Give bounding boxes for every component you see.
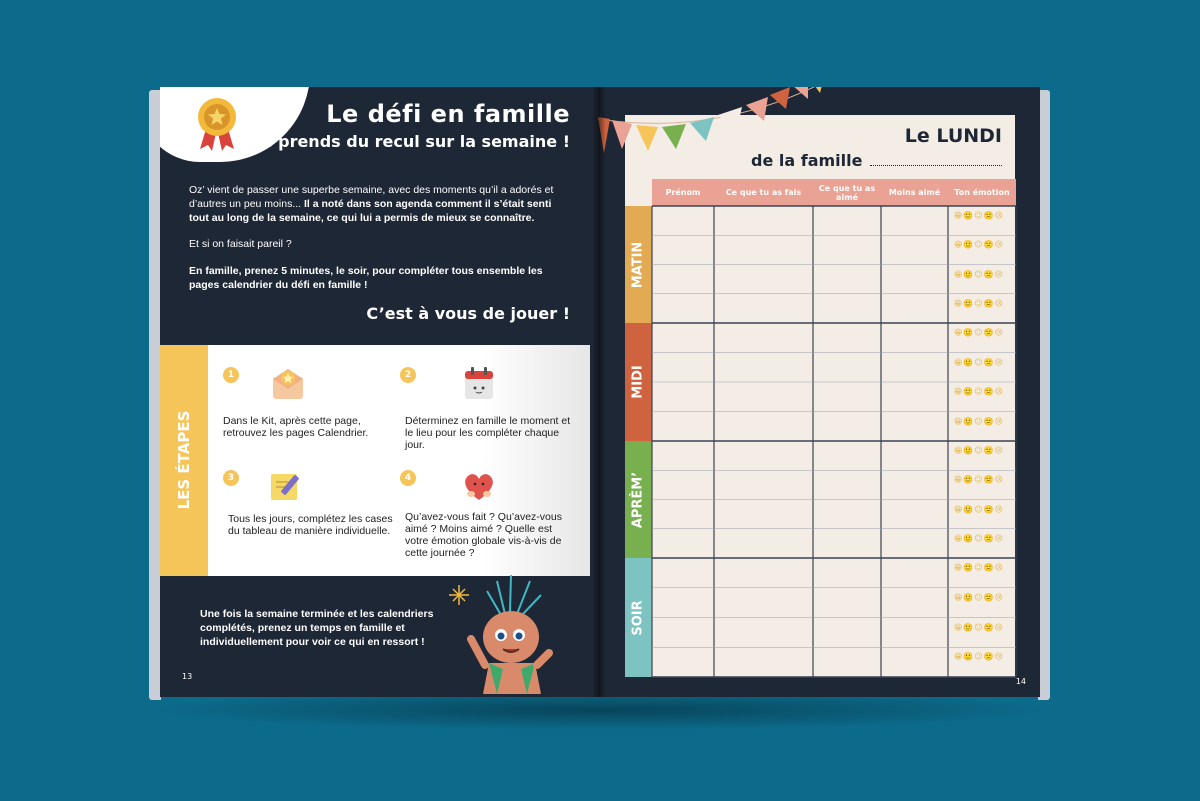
note-pencil-icon [267, 468, 303, 504]
day-title-prefix: Le [904, 125, 937, 147]
column-header: Ce que tu as aimé [818, 183, 876, 202]
period-label: MATIN [630, 241, 646, 288]
steps-label: LES ÉTAPES [175, 410, 193, 510]
question-paragraph: Et si on faisait pareil ? [189, 238, 292, 250]
emotion-scale[interactable]: 😁🙂😐🙁😢 [954, 357, 1004, 367]
step-text: Tous les jours, complétez les cases du tableau de manière individuelle. [228, 513, 393, 537]
instruction-paragraph: En famille, prenez 5 minutes, le soir, pour compléter tous ensemble les pages calendrier du défi en famille ! [189, 265, 543, 291]
column-header: Moins aimé [888, 188, 941, 197]
page-title: Le défi en famille [326, 100, 570, 128]
step-number: 1 [223, 367, 239, 383]
envelope-star-icon [270, 365, 306, 401]
period-label: MIDI [630, 365, 646, 399]
emotion-scale[interactable]: 😁🙂😐🙁😢 [954, 328, 1004, 337]
call-to-action: C’est à vous de jouer ! [366, 304, 570, 323]
family-subtitle: de la famille [751, 151, 863, 170]
calendar-icon [461, 365, 497, 401]
mascot-illustration [445, 569, 575, 694]
book-spine [592, 87, 606, 697]
column-header: Ce que tu as fais [725, 188, 802, 197]
emotion-scale[interactable]: 😁🙂😐🙁😢 [954, 211, 1004, 220]
page-number: 14 [1015, 677, 1026, 686]
footer-paragraph: Une fois la semaine terminée et les calendriers complétés, prenez un temps en famille et individuellement pour voir ce qui en ressort ! [200, 608, 434, 648]
page-number: 13 [182, 672, 193, 681]
emotion-scale[interactable]: 😁🙂😐🙁😢 [954, 269, 1004, 279]
column-header: Prénom [665, 188, 701, 197]
medal-icon [196, 95, 238, 153]
step-text: Déterminez en famille le moment et le lieu pour les compléter chaque jour. [405, 415, 571, 451]
emotion-scale[interactable]: 😁🙂😐🙁😢 [954, 240, 1004, 250]
emotion-scale[interactable]: 😁🙂😐🙁😢 [954, 592, 1004, 602]
emotion-scale[interactable]: 😁🙂😐🙁😢 [954, 475, 1004, 485]
steps-panel [160, 345, 590, 576]
step-number: 3 [223, 470, 239, 486]
left-page [160, 87, 598, 697]
intro-text: Oz’ vient de passer une superbe semaine, avec des moments qu’il a adorés et d’autres un peu moins... [189, 184, 554, 210]
emotion-scale[interactable]: 😁🙂😐🙁😢 [954, 446, 1004, 455]
day-name: LUNDI [936, 125, 1002, 147]
step-number: 2 [400, 367, 416, 383]
period-label: APRÈM’ [630, 471, 646, 528]
emotion-scale[interactable]: 😁🙂😐🙁😢 [954, 533, 1004, 543]
emotion-scale[interactable]: 😁🙂😐🙁😢 [954, 652, 1004, 662]
steps-label-tab [160, 345, 208, 576]
period-label: SOIR [630, 599, 646, 636]
right-page [598, 87, 1040, 697]
step-text: Qu’avez-vous fait ? Qu’avez-vous aimé ? Moins aimé ? Quelle est votre émotion globale vis-à-vis de cette journée ? [405, 511, 562, 559]
emotion-scale[interactable]: 😁🙂😐🙁😢 [954, 416, 1004, 426]
emotion-scale[interactable]: 😁🙂😐🙁😢 [954, 563, 1004, 572]
column-header: Ton émotion [954, 188, 1010, 197]
step-text: Dans le Kit, après cette page, retrouvez les pages Calendrier. [223, 415, 369, 439]
emotion-scale[interactable]: 😁🙂😐🙁😢 [954, 298, 1004, 308]
page-subtitle: Je prends du recul sur la semaine ! [255, 132, 570, 151]
emotion-scale[interactable]: 😁🙂😐🙁😢 [954, 504, 1004, 514]
emotion-scale[interactable]: 😁🙂😐🙁😢 [954, 387, 1004, 396]
step-number: 4 [400, 470, 416, 486]
intro-bold-text: Il a noté dans son agenda comment il s’était senti tout au long de la semaine, ce qui lui a permis de mieux se connaître. [189, 198, 552, 224]
emotion-scale[interactable]: 😁🙂😐🙁😢 [954, 622, 1004, 632]
heart-icon [461, 468, 497, 504]
intro-paragraph [189, 183, 574, 225]
